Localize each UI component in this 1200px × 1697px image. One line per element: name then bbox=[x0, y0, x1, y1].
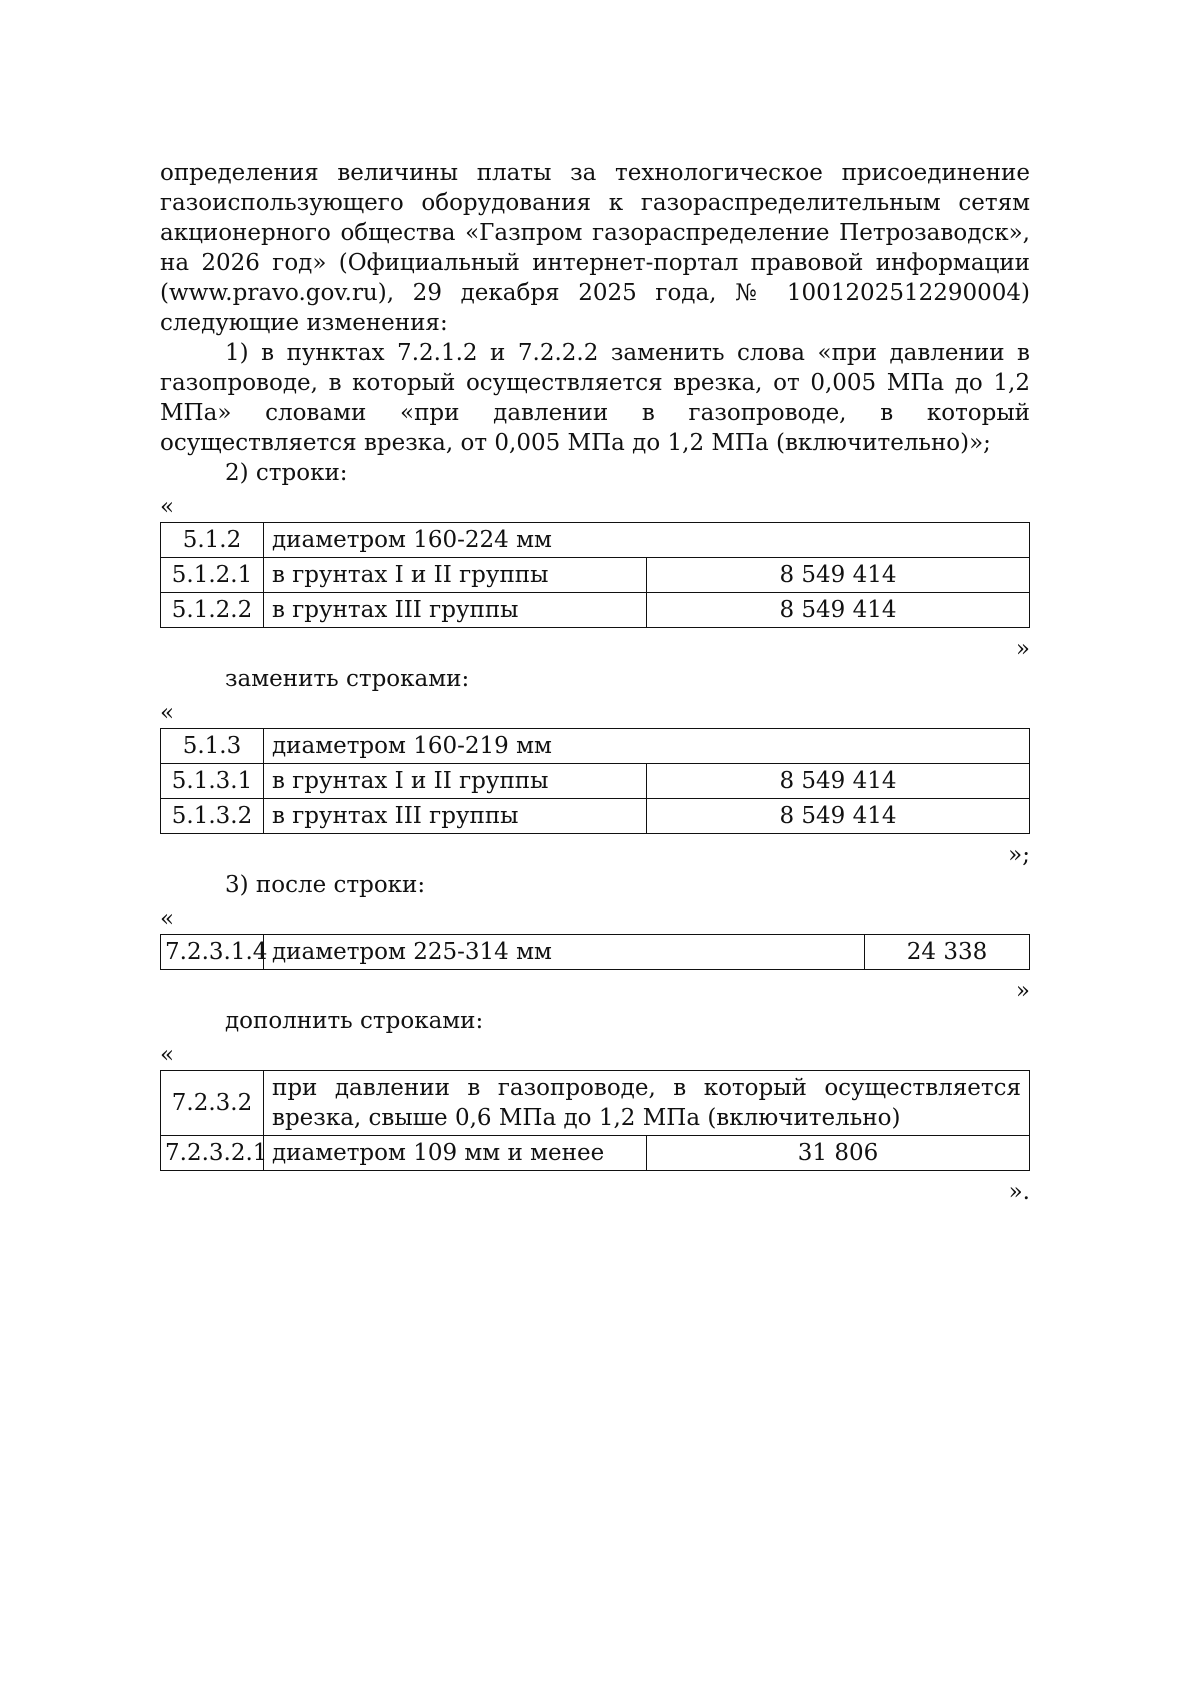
table-row bbox=[161, 558, 1030, 593]
table-new-rows bbox=[160, 728, 1030, 834]
table-row bbox=[161, 935, 1030, 970]
table-old-rows bbox=[160, 522, 1030, 628]
row-text-cell: при давлении в газопроводе, в который осуществляется врезка, свыше 0,6 МПа до 1,2 МПа (включительно) bbox=[264, 1071, 1030, 1136]
row-value-cell: 8 549 414 bbox=[647, 799, 1030, 834]
opening-quote: « bbox=[160, 1042, 175, 1068]
row-text-cell: диаметром 160-224 мм bbox=[264, 523, 1030, 558]
row-value-cell: 24 338 bbox=[865, 935, 1030, 970]
table-row bbox=[161, 593, 1030, 628]
row-value-cell: 8 549 414 bbox=[647, 558, 1030, 593]
row-code-cell: 5.1.2.2 bbox=[161, 593, 264, 628]
table-row bbox=[161, 523, 1030, 558]
add-label: дополнить строками: bbox=[225, 1008, 484, 1034]
table-after-row bbox=[160, 934, 1030, 970]
row-code-cell: 5.1.3 bbox=[161, 729, 264, 764]
row-text-cell: диаметром 225-314 мм bbox=[264, 935, 865, 970]
opening-quote: « bbox=[160, 906, 175, 932]
row-code-cell: 7.2.3.2 bbox=[161, 1071, 264, 1136]
row-value-cell: 8 549 414 bbox=[647, 593, 1030, 628]
row-text-cell: диаметром 160-219 мм bbox=[264, 729, 1030, 764]
table-row bbox=[161, 1071, 1030, 1136]
row-code-cell: 7.2.3.1.4 bbox=[161, 935, 264, 970]
row-code-cell: 5.1.2 bbox=[161, 523, 264, 558]
table-row bbox=[161, 729, 1030, 764]
item-2-label: 2) строки: bbox=[225, 460, 348, 486]
row-text-cell: в грунтах III группы bbox=[264, 799, 647, 834]
table-row bbox=[161, 764, 1030, 799]
row-code-cell: 5.1.2.1 bbox=[161, 558, 264, 593]
table-added-rows bbox=[160, 1070, 1030, 1171]
intro-paragraph: определения величины платы за технологическое присоединение газоиспользующего оборудования к газораспределительным сетям акционерного общества «Газпром газораспределение Петрозаводск», на 2026 год» (Официальный интернет-портал правовой информации (www.pravo.gov.ru), 29 декабря 2025 года, № 1001202512290004) следующие изменения: bbox=[160, 160, 1030, 336]
replace-label: заменить строками: bbox=[225, 666, 470, 692]
row-text-cell: в грунтах III группы bbox=[264, 593, 647, 628]
table-row bbox=[161, 1136, 1030, 1171]
closing-quote: »; bbox=[1008, 842, 1030, 868]
document-page bbox=[160, 158, 1030, 1207]
row-code-cell: 7.2.3.2.1 bbox=[161, 1136, 264, 1171]
item-1-paragraph: 1) в пунктах 7.2.1.2 и 7.2.2.2 заменить слова «при давлении в газопроводе, в который осуществляется врезка, от 0,005 МПа до 1,2 МПа» словами «при давлении в газопроводе, в который осуществляется врезка, от 0,005 МПа до 1,2 МПа (включительно)»; bbox=[160, 340, 1030, 456]
row-value-cell: 31 806 bbox=[647, 1136, 1030, 1171]
table-row bbox=[161, 799, 1030, 834]
row-value-cell: 8 549 414 bbox=[647, 764, 1030, 799]
item-3-label: 3) после строки: bbox=[225, 872, 426, 898]
opening-quote: « bbox=[160, 494, 175, 520]
row-code-cell: 5.1.3.2 bbox=[161, 799, 264, 834]
closing-quote: » bbox=[1015, 636, 1030, 662]
row-code-cell: 5.1.3.1 bbox=[161, 764, 264, 799]
opening-quote: « bbox=[160, 700, 175, 726]
row-text-cell: в грунтах I и II группы bbox=[264, 764, 647, 799]
closing-quote: » bbox=[1015, 978, 1030, 1004]
row-text-cell: диаметром 109 мм и менее bbox=[264, 1136, 647, 1171]
row-text-cell: в грунтах I и II группы bbox=[264, 558, 647, 593]
closing-quote: ». bbox=[1008, 1179, 1030, 1205]
